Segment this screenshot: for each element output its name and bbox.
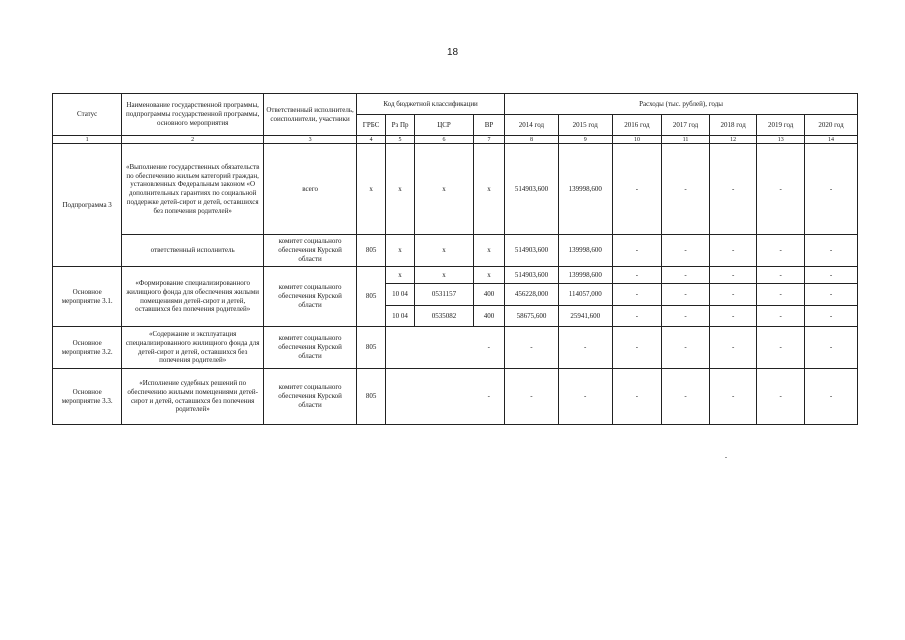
value-cell: - [505, 369, 559, 425]
value-cell: 514903,600 [505, 267, 559, 284]
value-cell: - [757, 267, 805, 284]
csr-cell: х [415, 267, 474, 284]
value-cell: - [757, 235, 805, 267]
page-number: 18 [446, 47, 459, 58]
value-cell: 456228,000 [505, 284, 559, 306]
rzpr-cell: х [386, 144, 415, 235]
header-responsible: Ответственный исполнитель, соисполнители, участники [264, 94, 357, 136]
vr-cell: х [473, 267, 504, 284]
table-row [53, 235, 858, 267]
column-number: 9 [558, 136, 612, 144]
value-cell: - [805, 235, 858, 267]
value-cell: - [505, 327, 559, 369]
responsible-cell: комитет социального обеспечения Курской области [264, 267, 357, 327]
responsible-cell: комитет социального обеспечения Курской области [264, 369, 357, 425]
table-row [53, 144, 858, 235]
rzpr-cell: 10 04 [386, 306, 415, 327]
grbs-cell: 805 [357, 267, 386, 327]
value-cell: - [612, 267, 662, 284]
value-cell: - [757, 144, 805, 235]
value-cell: - [558, 327, 612, 369]
value-cell: - [709, 369, 757, 425]
csr-cell: х [415, 144, 474, 235]
csr-cell: 0531157 [415, 284, 474, 306]
header-grbs: ГРБС [357, 115, 386, 136]
responsible-cell: комитет социального обеспечения Курской области [264, 235, 357, 267]
name-cell: «Выполнение государственных обязательств по обеспечению жильем категорий граждан, установленных Федеральным законом «О дополнительных гарантиях по социальной поддержке детей-сирот и детей, оставшихся без попечения родителей» [122, 144, 264, 235]
value-cell: - [709, 284, 757, 306]
rzpr-cell [386, 327, 415, 369]
vr-cell: - [473, 327, 504, 369]
grbs-cell: 805 [357, 369, 386, 425]
value-cell: - [805, 267, 858, 284]
budget-table [52, 93, 858, 425]
name-cell: «Исполнение судебных решений по обеспечению жилыми помещениями детей-сирот и детей, оставшихся без попечения родителей» [122, 369, 264, 425]
column-number: 2 [122, 136, 264, 144]
vr-cell: 400 [473, 306, 504, 327]
value-cell: - [805, 144, 858, 235]
responsible-cell: комитет социального обеспечения Курской области [264, 327, 357, 369]
csr-cell: 0535082 [415, 306, 474, 327]
value-cell: 139998,600 [558, 235, 612, 267]
header-row-1 [53, 94, 858, 115]
value-cell: - [662, 306, 710, 327]
value-cell: - [709, 327, 757, 369]
value-cell: - [709, 144, 757, 235]
column-number: 14 [805, 136, 858, 144]
value-cell: - [805, 306, 858, 327]
rzpr-cell: х [386, 235, 415, 267]
scan-speck [725, 457, 727, 458]
value-cell: 114057,000 [558, 284, 612, 306]
value-cell: - [612, 327, 662, 369]
responsible-cell: всего [264, 144, 357, 235]
value-cell: - [662, 284, 710, 306]
column-number: 4 [357, 136, 386, 144]
header-csr: ЦСР [415, 115, 474, 136]
header-name: Наименование государственной программы, подпрограммы государственной программы, основного мероприятия [122, 94, 264, 136]
table-row [53, 369, 858, 425]
value-cell: - [612, 369, 662, 425]
header-status: Статус [53, 94, 122, 136]
table-row [53, 327, 858, 369]
vr-cell: - [473, 369, 504, 425]
header-expenses: Расходы (тыс. рублей), годы [505, 94, 858, 115]
csr-cell [415, 327, 474, 369]
name-cell: «Содержание и эксплуатация специализированного жилищного фонда для детей-сирот и детей, оставшихся без попечения родителей» [122, 327, 264, 369]
column-number: 7 [473, 136, 504, 144]
value-cell: 25941,600 [558, 306, 612, 327]
value-cell: - [662, 235, 710, 267]
column-number: 5 [386, 136, 415, 144]
rzpr-cell [386, 369, 415, 425]
header-year: 2015 год [558, 115, 612, 136]
column-number: 13 [757, 136, 805, 144]
value-cell: - [805, 369, 858, 425]
header-year: 2020 год [805, 115, 858, 136]
header-vr: ВР [473, 115, 504, 136]
column-number: 8 [505, 136, 559, 144]
status-cell: Подпрограмма 3 [53, 144, 122, 267]
value-cell: - [709, 306, 757, 327]
header-year: 2016 год [612, 115, 662, 136]
grbs-cell: 805 [357, 235, 386, 267]
value-cell: - [805, 327, 858, 369]
column-number-row [53, 136, 858, 144]
vr-cell: х [473, 235, 504, 267]
header-year: 2018 год [709, 115, 757, 136]
value-cell: - [757, 327, 805, 369]
status-cell: Основное мероприятие 3.2. [53, 327, 122, 369]
header-year: 2014 год [505, 115, 559, 136]
table-row [53, 267, 858, 284]
value-cell: - [757, 284, 805, 306]
grbs-cell: 805 [357, 327, 386, 369]
vr-cell: х [473, 144, 504, 235]
rzpr-cell: х [386, 267, 415, 284]
value-cell: - [709, 267, 757, 284]
value-cell: - [612, 235, 662, 267]
name-cell: ответственный исполнитель [122, 235, 264, 267]
column-number: 3 [264, 136, 357, 144]
csr-cell [415, 369, 474, 425]
value-cell: 139998,600 [558, 267, 612, 284]
header-rzpr: Рз Пр [386, 115, 415, 136]
grbs-cell: х [357, 144, 386, 235]
column-number: 10 [612, 136, 662, 144]
name-cell: «Формирование специализированного жилищного фонда для обеспечения жилыми помещениями детей-сирот и детей, оставшихся без попечения родителей» [122, 267, 264, 327]
rzpr-cell: 10 04 [386, 284, 415, 306]
column-number: 11 [662, 136, 710, 144]
column-number: 1 [53, 136, 122, 144]
csr-cell: х [415, 235, 474, 267]
header-year: 2017 год [662, 115, 710, 136]
value-cell: - [662, 327, 710, 369]
value-cell: 139998,600 [558, 144, 612, 235]
value-cell: - [662, 267, 710, 284]
value-cell: - [757, 306, 805, 327]
column-number: 6 [415, 136, 474, 144]
value-cell: 58675,600 [505, 306, 559, 327]
value-cell: 514903,600 [505, 144, 559, 235]
header-year: 2019 год [757, 115, 805, 136]
value-cell: - [612, 306, 662, 327]
value-cell: - [662, 369, 710, 425]
value-cell: - [558, 369, 612, 425]
column-number: 12 [709, 136, 757, 144]
value-cell: - [709, 235, 757, 267]
status-cell: Основное мероприятие 3.1. [53, 267, 122, 327]
header-budget-code: Код бюджетной классификации [357, 94, 505, 115]
value-cell: 514903,600 [505, 235, 559, 267]
status-cell: Основное мероприятие 3.3. [53, 369, 122, 425]
value-cell: - [662, 144, 710, 235]
value-cell: - [757, 369, 805, 425]
value-cell: - [805, 284, 858, 306]
value-cell: - [612, 144, 662, 235]
value-cell: - [612, 284, 662, 306]
vr-cell: 400 [473, 284, 504, 306]
